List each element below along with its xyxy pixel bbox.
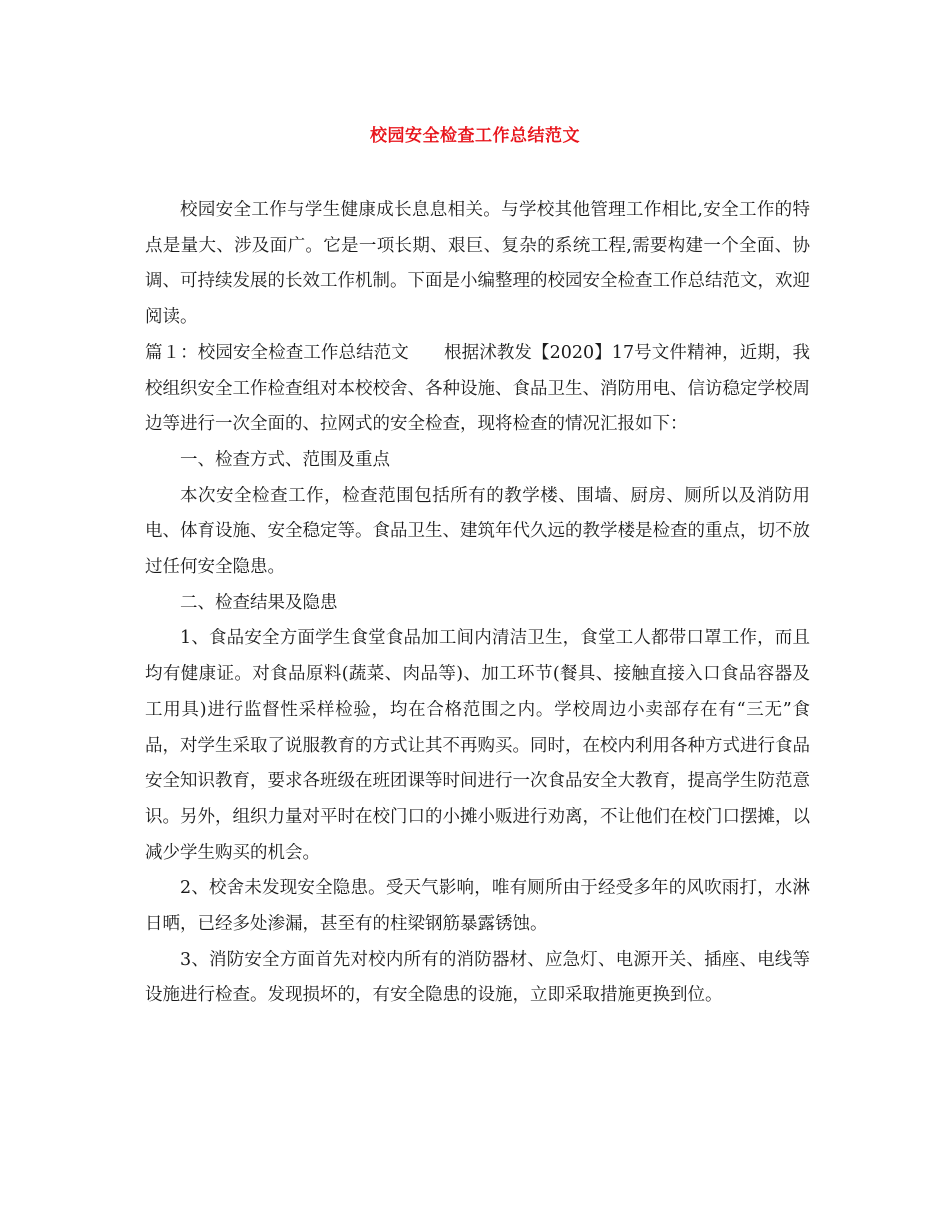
section-heading-inspection-method: 一、检查方式、范围及重点 — [180, 449, 390, 470]
section-heading-results: 二、检查结果及隐患 — [180, 592, 338, 613]
scope-paragraph: 本次安全检查工作，检查范围包括所有的教学楼、围墙、厨房、厕所以及消防用电、体育设施、安全稳定等。食品卫生、建筑年代久远的教学楼是检查的重点，切不放过任何安全隐患。 — [145, 485, 810, 578]
part-1-paragraph: 篇１：校园安全检查工作总结范文 根据沭教发【2020】17号文件精神，近期，我校组织安全工作检查组对本校校舍、各种设施、食品卫生、消防用电、信访稳定学校周边等进行一次全面的、拉网式的安全检查，现将检查的情况汇报如下： — [145, 342, 810, 435]
food-safety-paragraph: 1、食品安全方面学生食堂食品加工间内清洁卫生，食堂工人都带口罩工作，而且均有健康证。对食品原料(蔬菜、肉品等)、加工环节(餐具、接触直接入口食品容器及工用具)进行监督性采样检验，均在合格范围之内。学校周边小卖部存在有“三无”食品，对学生采取了说服教育的方式让其不再购买。同时，在校内利用各种方式进行食品安全知识教育，要求各班级在班团课等时间进行一次食品安全大教育，提高学生防范意识。另外，组织力量对平时在校门口的小摊小贩进行劝离，不让他们在校门口摆摊，以减少学生购买的机会。 — [145, 628, 810, 863]
document-body — [145, 193, 810, 1014]
buildings-paragraph: 2、校舍未发现安全隐患。受天气影响，唯有厕所由于经受多年的风吹雨打，水淋日晒，已经多处渗漏，甚至有的柱梁钢筋暴露锈蚀。 — [145, 878, 810, 935]
document-title: 校园安全检查工作总结范文 — [370, 126, 580, 146]
fire-safety-paragraph: 3、消防安全方面首先对校内所有的消防器材、应急灯、电源开关、插座、电线等设施进行检查。发现损坏的，有安全隐患的设施，立即采取措施更换到位。 — [145, 949, 810, 1006]
intro-paragraph: 校园安全工作与学生健康成长息息相关。与学校其他管理工作相比,安全工作的特点是量大、涉及面广。它是一项长期、艰巨、复杂的系统工程,需要构建一个全面、协调、可持续发展的长效工作机制。下面是小编整理的校园安全检查工作总结范文，欢迎阅读。 — [145, 200, 810, 328]
